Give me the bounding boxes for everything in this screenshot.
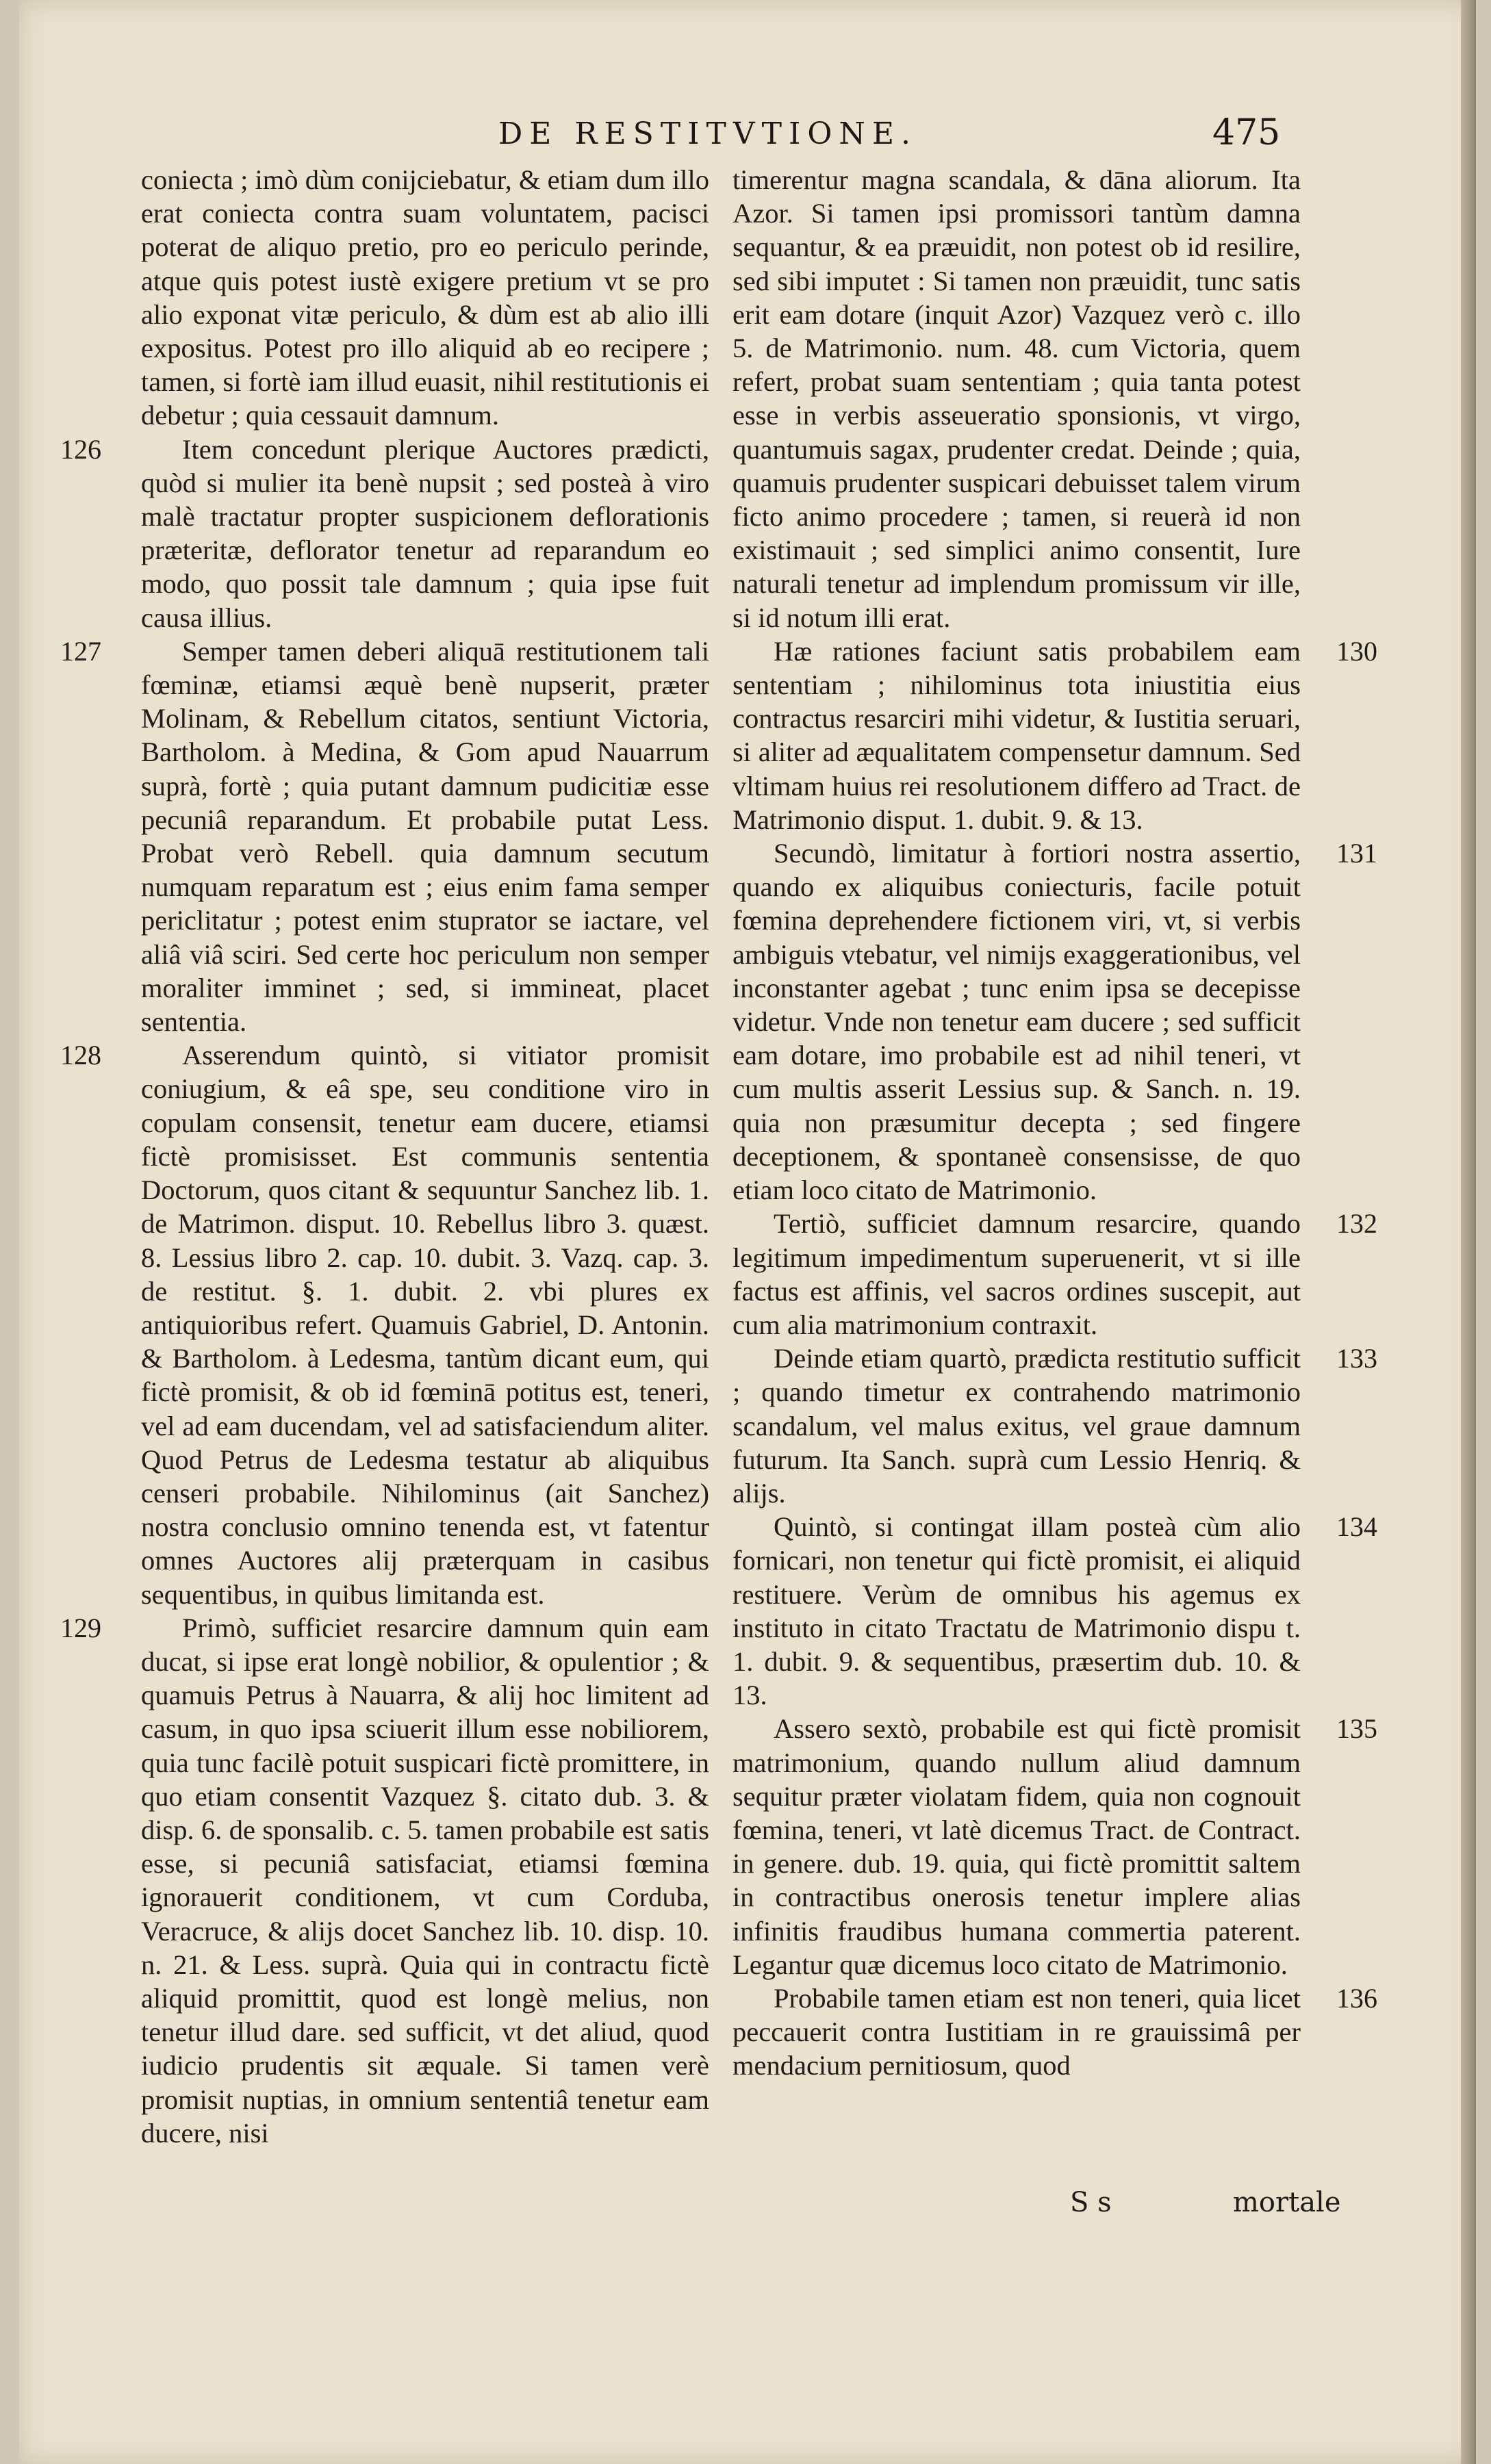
paragraph (732, 1981, 1377, 2083)
paragraph-text: Assero sextò, probabile est qui fictè promisit matrimonium, quando nullum aliud damnum sequitur præter violatam fidem, quia non cognouit fœmina, teneri, vt latè dicemus Tract. de Contract. in genere. dub. 19. quia, qui fictè promittit saltem in contractibus onerosis tenetur implere alias infinitis fraudibus humana commertia paterent. Legantur quæ dicemus loco citato de Matrimonio. (732, 1713, 1301, 1980)
paragraph-number: 133 (1336, 1343, 1377, 1374)
paragraph-text: Hæ rationes faciunt satis probabilem eam sententiam ; nihilominus tota iniustitia eius contractus resarciri mihi videtur, & Iustitia seruari, si aliter ad æqualitatem compensetur damnum. Sed vltimam huius rei resolutionem differo ad Tract. de Matrimonio disput. 1. dubit. 9. & 13. (732, 635, 1301, 835)
paragraph (60, 1038, 709, 1610)
paragraph-number: 134 (1336, 1511, 1377, 1543)
book-page (19, 0, 1476, 2464)
right-column (732, 163, 1377, 2083)
paragraph-text: timerentur magna scandala, & dāna aliorum. Ita Azor. Si tamen ipsi promissori tantùm damna sequantur, & ea præuidit, non potest ob id resilire, sed sibi imputet : Si tamen non præuidit, tunc satis erit eam dotare (inquit Azor) Vazquez verò c. illo 5. de Matrimonio. num. 48. cum Victoria, quem refert, probat suam sententiam ; quia tanta potest esse in verbis asseueratio sponsionis, vt virgo, quantumuis sagax, prudenter credat. Deinde ; quia, quamuis prudenter suspicari debuisset talem virum ficto animo procedere ; tamen, si reuerà id non existimauit ; sed simplici animo consentit, Iure naturali tenetur ad implendum promissum vir ille, si id notum illi erat. (732, 164, 1301, 633)
paragraph-text: Primò, sufficiet resarcire damnum quin eam ducat, si ipse erat longè nobilior, & opulentior ; & quamuis Petrus à Nauarra, & alij hoc limitent ad casum, in quo ipsa sciuerit illum esse nobiliorem, quia tunc facilè potuit suspicari fictè promittere, in quo etiam consentit Vazquez §. citato dub. 3. & disp. 6. de sponsalib. c. 5. tamen probabile est satis esse, si pecuniâ satisfaciat, etiamsi fœmina ignorauerit conditionem, vt cum Corduba, Veracruce, & alijs docet Sanchez lib. 10. disp. 10. n. 21. & Less. suprà. Quia qui in contractu fictè aliquid promittit, quod est longè melius, non tenetur illud dare. sed sufficit, vt det aliud, quod iudicio prudentis sit æquale. Si tamen verè promisit nuptias, in omnium sententiâ tenetur eam ducere, nisi (141, 1612, 709, 2148)
paragraph-number: 135 (1336, 1713, 1377, 1745)
paragraph-number: 130 (1336, 635, 1377, 667)
paragraph (141, 163, 709, 433)
signature-mark: S s (1070, 2187, 1112, 2218)
paragraph (732, 1342, 1377, 1510)
paragraph-text: Secundò, limitatur à fortiori nostra assertio, quando ex aliquibus coniecturis, facile potuit fœmina deprehendere fictionem viri, vt, si verbis ambiguis vtebatur, vel nimijs exaggerationibus, vel inconstanter agebat ; tunc enim ipsa se decepisse videtur. Vnde non tenetur eam ducere ; sed sufficit eam dotare, imo probabile est ad nihil teneri, vt cum multis asserit Lessius sup. & Sanch. n. 19. quia non præsumitur decepta ; sed fingere deceptionem, & spontaneè consensisse, de quo etiam loco citato de Matrimonio. (732, 838, 1301, 1206)
page-header (19, 112, 1476, 164)
paragraph-text: Asserendum quintò, si vitiator promisit coniugium, & eâ spe, seu conditione viro in copulam consensit, tenetur eam ducere, etiamsi fictè promisisset. Est communis sententia Doctorum, quos citant & sequuntur Sanchez lib. 1. de Matrimon. disput. 10. Rebellus libro 3. quæst. 8. Lessius libro 2. cap. 10. dubit. 3. Vazq. cap. 3. de restitut. §. 1. dubit. 2. vbi plures ex antiquioribus refert. Quamuis Gabriel, D. Antonin. & Bartholom. à Ledesma, tantùm dicant eum, qui fictè promisit, & ob id fœminā potitus est, teneri, vel ad eam ducendam, vel ad satisfaciendum aliter. Quod Petrus de Ledesma testatur ab aliquibus censeri probabile. Nihilominus (ait Sanchez) nostra conclusio omnino tenenda est, vt fatentur omnes Auctores alij præterquam in casibus sequentibus, in quibus limitanda est. (141, 1040, 709, 1610)
paragraph (732, 163, 1301, 634)
page-number: 475 (1212, 112, 1281, 153)
paragraph-number: 128 (60, 1040, 101, 1071)
paragraph-number: 127 (60, 635, 101, 667)
paragraph (732, 836, 1377, 1207)
paragraph-text: Semper tamen deberi aliquā restitutionem tali fœminæ, etiamsi æquè benè nupserit, præter Molinam, & Rebellum citatos, sentiunt Victoria, Bartholom. à Medina, & Gom apud Nauarrum suprà, fortè ; quia putant damnum pudicitiæ esse pecuniâ reparandum. Et probabile putat Less. Probat verò Rebell. quia damnum secutum numquam reparatum est ; eius enim fama semper periclitatur ; potest enim stuprator se iactare, vel aliâ viâ sciri. Sed certe hoc periculum non semper moraliter imminet ; sed, si immineat, placet sententia. (141, 635, 709, 1038)
paragraph-number: 131 (1336, 838, 1377, 869)
running-title: DE RESTITVTIONE. (498, 116, 918, 151)
paragraph (60, 634, 709, 1038)
paragraph (60, 1611, 709, 2150)
catchword: mortale (1233, 2187, 1341, 2218)
paragraph (732, 1510, 1377, 1712)
paragraph-text: Tertiò, sufficiet damnum resarcire, quando legitimum impedimentum superuenerit, vt si ille factus est affinis, vel sacros ordines suscepit, aut cum alia matrimonium contraxit. (732, 1208, 1301, 1340)
paragraph (732, 1207, 1377, 1342)
paragraph (60, 433, 709, 634)
paragraph-number: 129 (60, 1612, 101, 1643)
paragraph-text: Probabile tamen etiam est non teneri, quia licet peccauerit contra Iustitiam in re grauissimâ per mendacium pernitiosum, quod (732, 1982, 1301, 2081)
left-column (60, 163, 709, 2150)
paragraph-number: 136 (1336, 1982, 1377, 2014)
paragraph (732, 1712, 1377, 1981)
paragraph-number: 126 (60, 433, 101, 465)
page-edge (1461, 0, 1476, 2464)
paragraph-text: Item concedunt plerique Auctores prædicti, quòd si mulier ita benè nupsit ; sed posteà à viro malè tractatur propter suspicionem deflorationis præteritæ, deflorator tenetur ad reparandum eo modo, quo possit tale damnum ; quia ipse fuit causa illius. (141, 433, 709, 633)
paragraph-text: Deinde etiam quartò, prædicta restitutio sufficit ; quando timetur ex contrahendo matrimonio scandalum, vel malus exitus, vel graue damnum futurum. Ita Sanch. suprà cum Lessio Henriq. & alijs. (732, 1343, 1301, 1509)
paragraph-number: 132 (1336, 1208, 1377, 1240)
paragraph-text: coniecta ; imò dùm conijciebatur, & etiam dum illo erat coniecta contra suam voluntatem, pacisci poterat de aliquo pretio, pro eo periculo perinde, atque quis potest iustè exigere pretium vt se pro alio exponat vitæ periculo, & dùm est ab alio illi expositus. Potest pro illo aliquid ab eo recipere ; tamen, si fortè iam illud euasit, nihil restitutionis ei debetur ; quia cessauit damnum. (141, 164, 709, 431)
paragraph-text: Quintò, si contingat illam posteà cùm alio fornicari, non tenetur qui fictè promisit, ei aliquid restituere. Verùm de omnibus his agemus ex instituto in citato Tractatu de Matrimonio dispu t. 1. dubit. 9. & sequentibus, præsertim dub. 10. & 13. (732, 1511, 1301, 1711)
paragraph (732, 634, 1377, 836)
